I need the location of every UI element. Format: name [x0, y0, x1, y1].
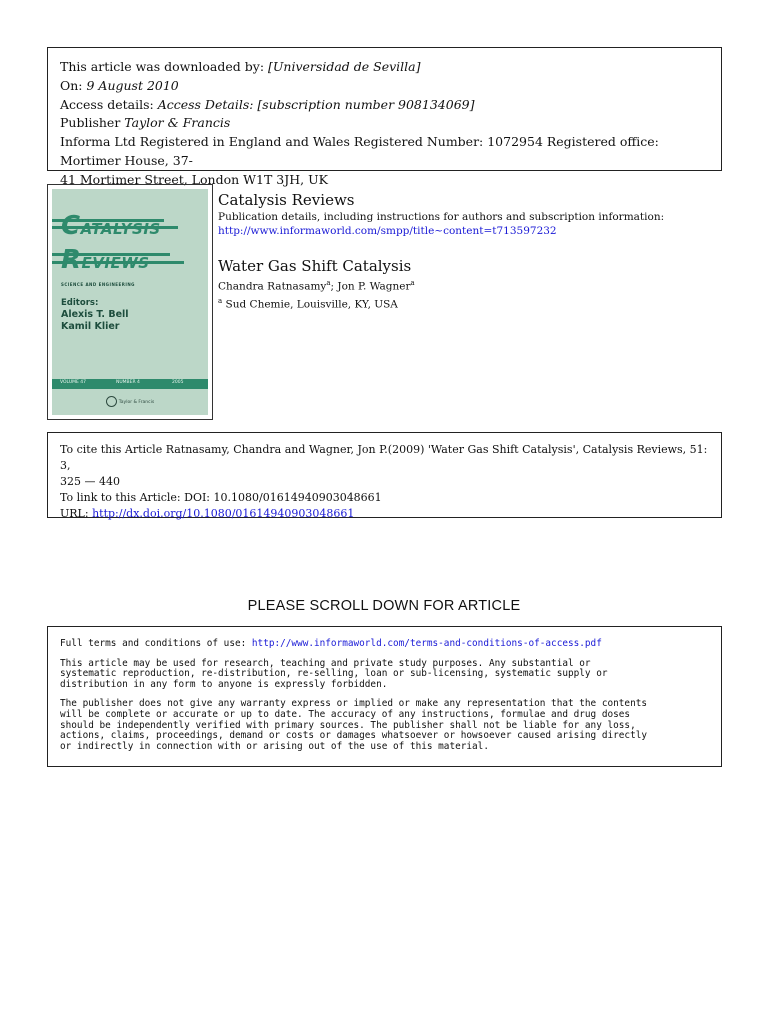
cover-editors: Editors: Alexis T. Bell Kamil Klier — [61, 298, 129, 332]
article-authors: Chandra Ratnasamy$^a$; Jon P. Wagner$^a$ — [218, 279, 415, 293]
publisher-logo-icon — [106, 396, 117, 407]
terms-paragraph-usage: This article may be used for research, teaching and private study purposes. Any substantial or systematic reproduction, re-distribution, re-selling, loan or sub-licensing, systematic supply or distribution in any form to anyone is expressly forbidden. — [60, 657, 608, 690]
download-info-box — [47, 47, 722, 187]
journal-cover-image — [47, 184, 213, 420]
journal-publication-note: Publication details, including instructions for authors and subscription information: — [218, 211, 665, 223]
access-details-line: Access details: Access Details: [subscription number 908134069] — [60, 96, 475, 112]
article-title: Water Gas Shift Catalysis — [218, 257, 412, 275]
cover-number: NUMBER 4 — [116, 380, 140, 385]
downloaded-by-value: [Universidad de Sevilla] — [268, 59, 421, 74]
terms-url-link[interactable]: http://www.informaworld.com/terms-and-conditions-of-access.pdf — [251, 638, 602, 649]
cover-publisher: Taylor & Francis — [52, 396, 208, 407]
terms-paragraph-disclaimer: The publisher does not give any warranty express or implied or make any representation that the contents will be complete or accurate or up to date. The accuracy of any instructions, formulae and drug doses should be independently verified with primary sources. The publisher shall not be liable for any loss, actions, claims, proceedings, demand or costs or damages whatsoever or howsoever caused arising directly or indirectly in connection with or arising out of the use of this material. — [60, 698, 647, 752]
doi-value: 10.1080/01614940903048661 — [210, 491, 382, 504]
publisher-line: Publisher Taylor & Francis — [60, 115, 231, 131]
downloaded-by-line: This article was downloaded by: [Universidad de Sevilla] — [60, 59, 421, 74]
cover-year: 2005 — [172, 380, 184, 385]
doi-line: To link to this Article: DOI: 10.1080/01614940903048661 — [60, 491, 382, 504]
url-line: URL: http://dx.doi.org/10.1080/01614940903048661 — [60, 507, 355, 520]
publisher-value: Taylor & Francis — [124, 115, 231, 131]
journal-url-link[interactable]: http://www.informaworld.com/smpp/title~content=t713597232 — [218, 225, 557, 237]
registered-office-line-1: Informa Ltd Registered in England and Wales Registered Number: 1072954 Registered office: Mortimer House, 37- — [60, 134, 659, 168]
cover-volume-band — [52, 379, 208, 389]
download-date-line: On: 9 August 2010 — [60, 77, 179, 93]
author-affiliation: $^a$ Sud Chemie, Louisville, KY, USA — [218, 296, 398, 310]
cover-volume: VOLUME 47 — [60, 380, 87, 385]
cover-title-line-1: CATALYSIS — [61, 211, 161, 241]
terms-url-line: Full terms and conditions of use: http://www.informaworld.com/terms-and-conditions-of-access.pdf — [60, 638, 602, 649]
cover-editor-2: Kamil Klier — [61, 321, 120, 332]
download-date-value: 9 August 2010 — [86, 77, 179, 93]
cover-background — [52, 189, 208, 415]
registered-office-line-2: 41 Mortimer Street, London W1T 3JH, UK — [60, 171, 328, 187]
cite-line: To cite this Article Ratnasamy, Chandra and Wagner, Jon P.(2009) 'Water Gas Shift Catalysis', Catalysis Reviews, 51: 3, — [60, 443, 708, 472]
journal-info — [218, 190, 718, 311]
citation-box — [47, 432, 722, 518]
terms-box — [47, 626, 722, 767]
article-url-link[interactable]: http://dx.doi.org/10.1080/01614940903048661 — [88, 507, 355, 520]
scroll-down-notice: PLEASE SCROLL DOWN FOR ARTICLE — [247, 598, 521, 614]
journal-title: Catalysis Reviews — [218, 191, 355, 209]
access-details-value: Access Details: [subscription number 908134069] — [157, 96, 475, 112]
journal-section — [47, 184, 722, 420]
cover-editor-1: Alexis T. Bell — [61, 309, 129, 320]
cover-title-line-2: REVIEWS — [61, 245, 150, 275]
cover-subtitle: SCIENCE AND ENGINEERING — [61, 282, 135, 287]
cite-label: To cite this Article — [60, 443, 163, 456]
cite-pages: 325 — 440 — [60, 475, 120, 488]
